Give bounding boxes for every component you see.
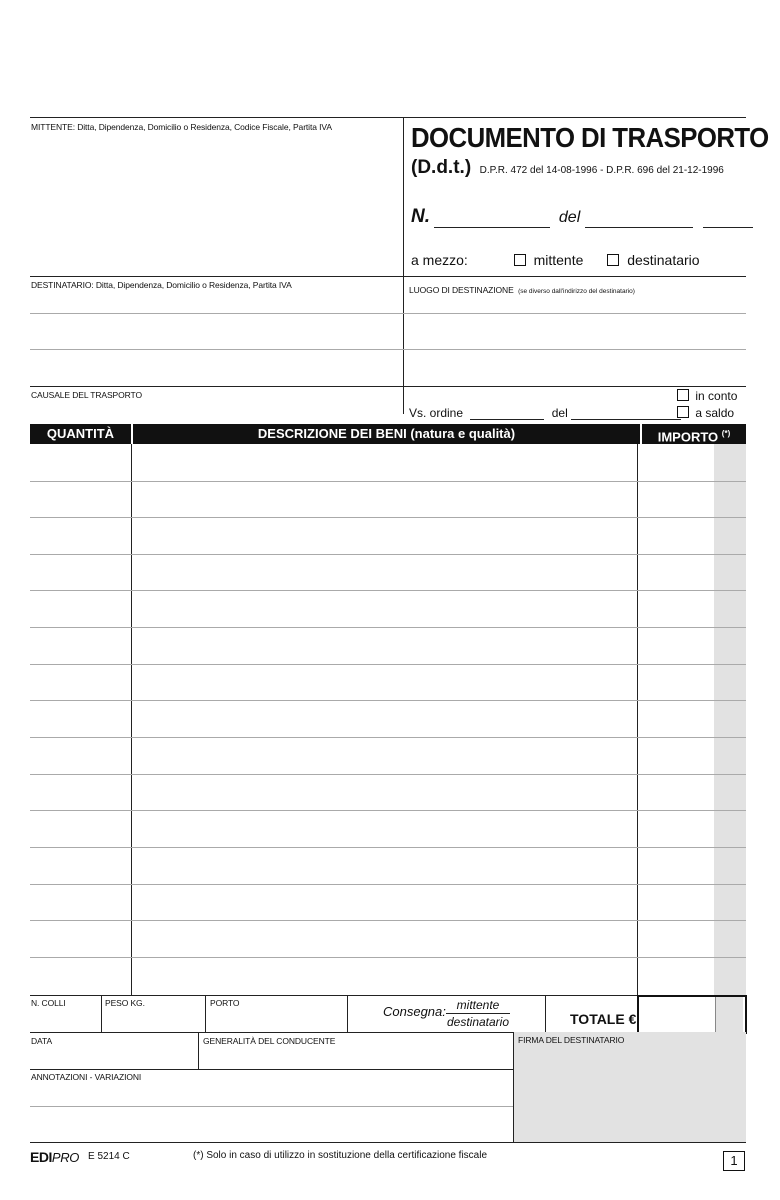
importo-label: IMPORTO <box>657 429 719 445</box>
luogo-label: LUOGO DI DESTINAZIONE <box>409 285 514 295</box>
form-code: E 5214 C <box>88 1151 130 1162</box>
luogo-note: (se diverso dall'indirizzo del destinatario) <box>518 288 635 295</box>
annotazioni-line <box>30 1106 513 1107</box>
importo-header <box>642 424 746 444</box>
firma-label: FIRMA DEL DESTINATARIO <box>518 1035 625 1045</box>
quantita-header: QUANTITÀ <box>30 424 131 444</box>
document-title: DOCUMENTO DI TRASPORTO <box>411 122 769 153</box>
transport-by <box>411 252 700 268</box>
table-row-line <box>30 884 746 885</box>
mittente-label: MITTENTE: Ditta, Dipendenza, Domicilio o Residenza, Codice Fiscale, Partita IVA <box>31 122 332 132</box>
totale-cents-shading <box>716 997 743 1032</box>
a-saldo-label: a saldo <box>695 406 735 420</box>
table-row-line <box>30 774 746 775</box>
importo-cents-shading <box>714 444 746 995</box>
ddt-abbrev: (D.d.t.) <box>411 157 472 178</box>
in-conto-option <box>677 389 737 403</box>
peso-divider <box>205 995 206 1032</box>
generalita-label: GENERALITÀ DEL CONDUCENTE <box>203 1036 336 1046</box>
number-label: N. <box>411 206 430 227</box>
date-input-extra[interactable] <box>703 215 753 228</box>
table-row-line <box>30 700 746 701</box>
vs-ordine-field <box>409 406 681 420</box>
causale-border <box>30 386 746 387</box>
footnote: (*) Solo in caso di utilizzo in sostituzione della certificazione fiscale <box>193 1150 488 1161</box>
recipient-border <box>30 276 746 277</box>
destinatario-label: DESTINATARIO: Ditta, Dipendenza, Domicilio o Residenza, Partita IVA <box>31 280 292 290</box>
brand-logo <box>30 1149 79 1167</box>
a-mezzo-label: a mezzo: <box>411 252 468 268</box>
mittente-checkbox[interactable] <box>514 254 526 266</box>
annotazioni-label: ANNOTAZIONI - VARIAZIONI <box>31 1072 142 1082</box>
number-input[interactable] <box>434 215 550 228</box>
firma-divider <box>513 1032 514 1142</box>
destinatario-option-label: destinatario <box>627 252 700 268</box>
table-row-line <box>30 590 746 591</box>
vs-ordine-date-input[interactable] <box>571 407 681 420</box>
consegna-fraction <box>446 998 510 1029</box>
a-saldo-option <box>677 406 734 420</box>
bottom-section-end <box>30 1142 746 1143</box>
page-number: 1 <box>723 1151 745 1171</box>
descrizione-header: DESCRIZIONE DEI BENI (natura e qualità) <box>133 424 640 444</box>
table-row-line <box>30 810 746 811</box>
date-input[interactable] <box>585 215 693 228</box>
firma-shading <box>514 1032 746 1142</box>
colli-divider <box>101 995 102 1032</box>
document-subtitle <box>411 157 724 179</box>
descrizione-column-line <box>637 444 638 995</box>
in-conto-checkbox[interactable] <box>677 389 689 401</box>
table-row-line <box>30 664 746 665</box>
table-row-line <box>30 517 746 518</box>
consegna-destinatario: destinatario <box>446 1015 510 1029</box>
top-border <box>30 117 746 118</box>
table-row-line <box>30 737 746 738</box>
luogo-destinazione <box>409 280 635 298</box>
a-saldo-checkbox[interactable] <box>677 406 689 418</box>
porto-label: PORTO <box>210 998 240 1008</box>
totale-label: TOTALE € <box>570 1011 637 1027</box>
causale-label: CAUSALE DEL TRASPORTO <box>31 390 142 400</box>
destinatario-checkbox[interactable] <box>607 254 619 266</box>
porto-divider <box>347 995 348 1032</box>
peso-label: PESO KG. <box>105 998 145 1008</box>
table-row-line <box>30 627 746 628</box>
vs-ordine-del-label: del <box>551 406 568 420</box>
data-divider <box>198 1032 199 1069</box>
top-divider <box>403 117 404 414</box>
vs-ordine-input[interactable] <box>470 407 544 420</box>
quantita-column-line <box>131 444 132 995</box>
totale-cents-divider <box>715 997 716 1032</box>
table-row-line <box>30 920 746 921</box>
mittente-option-label: mittente <box>533 252 584 268</box>
consegna-mittente: mittente <box>446 998 510 1014</box>
table-row-line <box>30 847 746 848</box>
annotazioni-top <box>30 1069 513 1070</box>
table-row-line <box>30 554 746 555</box>
table-row-line <box>30 957 746 958</box>
table-row-line <box>30 481 746 482</box>
vs-ordine-label: Vs. ordine <box>409 406 464 420</box>
consegna-label: Consegna: <box>383 1004 446 1019</box>
recipient-line-2 <box>30 349 746 350</box>
number-field <box>411 206 753 228</box>
brand-pro: PRO <box>51 1150 80 1165</box>
data-label: DATA <box>31 1036 53 1046</box>
decree-reference: D.P.R. 472 del 14-08-1996 - D.P.R. 696 del 21-12-1996 <box>479 165 724 176</box>
in-conto-label: in conto <box>695 389 738 403</box>
recipient-line-1 <box>30 313 746 314</box>
date-label: del <box>558 209 581 226</box>
consegna-divider <box>545 995 546 1032</box>
importo-note: (*) <box>721 429 731 438</box>
brand-edi: EDI <box>30 1149 52 1165</box>
n-colli-label: N. COLLI <box>31 998 66 1008</box>
